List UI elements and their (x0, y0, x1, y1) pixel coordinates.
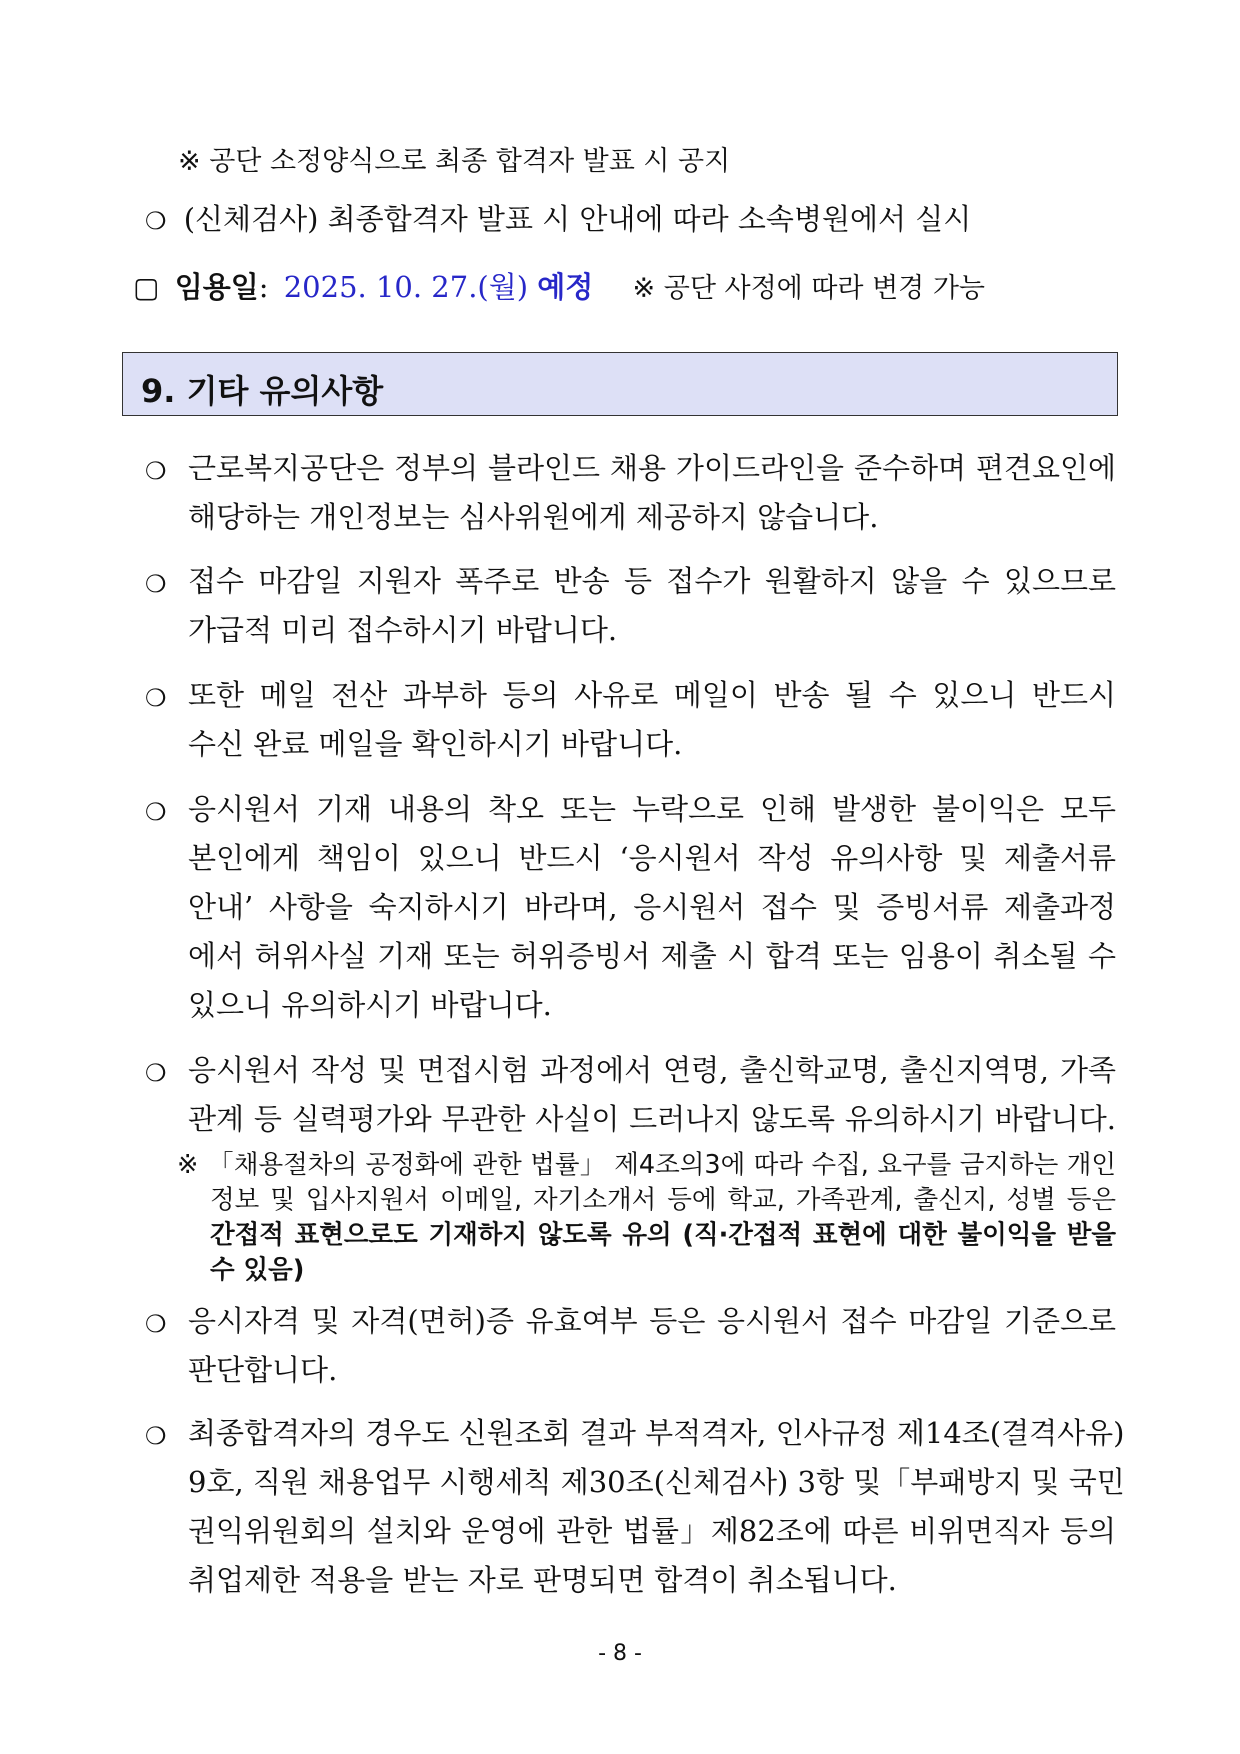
appointment-colon: : (258, 270, 269, 304)
circle-bullet-icon: ❍ (145, 1310, 167, 1338)
item-line: 근로복지공단은 정부의 블라인드 채용 가이드라인을 준수하며 편견요인에 (188, 451, 1116, 485)
appointment-date: 2025. 10. 27.(월) (283, 270, 529, 304)
law-note-line: 정보 및 입사지원서 이메일, 자기소개서 등에 학교, 가족관계, 출신지, 성별 등은 (210, 1185, 1116, 1215)
appointment-plan: 예정 (537, 270, 594, 304)
appointment-line (133, 270, 985, 305)
page-number: - 8 - (598, 1641, 642, 1666)
item-line: 수신 완료 메일을 확인하시기 바랍니다. (188, 727, 683, 761)
note-symbol: ※ (177, 1150, 199, 1180)
law-note-line: 「채용절차의 공정화에 관한 법률」 제4조의3에 따라 수집, 요구를 금지하는 개인 (208, 1150, 1116, 1180)
note-symbol: ※ (178, 146, 201, 177)
circle-bullet-icon: ❍ (145, 684, 167, 712)
circle-bullet-icon: ❍ (145, 1422, 167, 1450)
item-line: 본인에게 책임이 있으니 반드시 ‘응시원서 작성 유의사항 및 제출서류 (188, 841, 1116, 875)
item-line: 9호, 직원 채용업무 시행세칙 제30조(신체검사) 3항 및「부패방지 및 국민 (188, 1465, 1125, 1499)
note-text: 공단 소정양식으로 최종 합격자 발표 시 공지 (209, 146, 731, 177)
item-line: 응시자격 및 자격(면허)증 유효여부 등은 응시원서 접수 마감일 기준으로 (188, 1304, 1116, 1338)
item-line: 해당하는 개인정보는 심사위원에게 제공하지 않습니다. (188, 500, 879, 534)
checkbox-square-icon: ▢ (133, 271, 160, 304)
item-line: 판단합니다. (188, 1353, 338, 1387)
circle-bullet-icon: ❍ (145, 1059, 167, 1087)
section-header (122, 352, 1118, 416)
law-note-line-bold: 간접적 표현으로도 기재하지 않도록 유의 (직·간접적 표현에 대한 불이익을 받을 (210, 1220, 1116, 1250)
item-line: 응시원서 작성 및 면접시험 과정에서 연령, 출신학교명, 출신지역명, 가족 (188, 1053, 1116, 1087)
item-line: 또한 메일 전산 과부하 등의 사유로 메일이 반송 될 수 있으니 반드시 (188, 678, 1116, 712)
circle-bullet-icon: ❍ (145, 798, 167, 826)
item-line: 있으니 유의하시기 바랍니다. (188, 988, 552, 1022)
circle-bullet-icon: ❍ (145, 457, 167, 485)
appointment-note: ※ 공단 사정에 따라 변경 가능 (632, 273, 985, 304)
section-title: 9. 기타 유의사항 (141, 372, 384, 410)
item-line: 에서 허위사실 기재 또는 허위증빙서 제출 시 합격 또는 임용이 취소될 수 (188, 939, 1116, 973)
item-line: 권익위원회의 설치와 운영에 관한 법률」제82조에 따른 비위면직자 등의 (188, 1514, 1116, 1548)
law-note-line-bold: 수 있음) (210, 1255, 305, 1285)
circle-bullet-icon: ❍ (145, 207, 167, 235)
health-check-item (145, 202, 971, 237)
form-note (178, 146, 730, 178)
item-line: 취업제한 적용을 받는 자로 판명되면 합격이 취소됩니다. (188, 1563, 897, 1597)
item-line: 최종합격자의 경우도 신원조회 결과 부적격자, 인사규정 제14조(결격사유) (188, 1416, 1125, 1450)
item-line: 안내’ 사항을 숙지하시기 바라며, 응시원서 접수 및 증빙서류 제출과정 (188, 890, 1116, 924)
item-line: 관계 등 실력평가와 무관한 사실이 드러나지 않도록 유의하시기 바랍니다. (188, 1102, 1116, 1136)
item-line: 응시원서 기재 내용의 착오 또는 누락으로 인해 발생한 불이익은 모두 (188, 792, 1116, 826)
item-line: 접수 마감일 지원자 폭주로 반송 등 접수가 원활하지 않을 수 있으므로 (188, 564, 1116, 598)
appointment-label: 임용일 (174, 270, 259, 304)
item-line: 가급적 미리 접수하시기 바랍니다. (188, 613, 618, 647)
health-check-text: (신체검사) 최종합격자 발표 시 안내에 따라 소속병원에서 실시 (183, 202, 972, 236)
circle-bullet-icon: ❍ (145, 570, 167, 598)
